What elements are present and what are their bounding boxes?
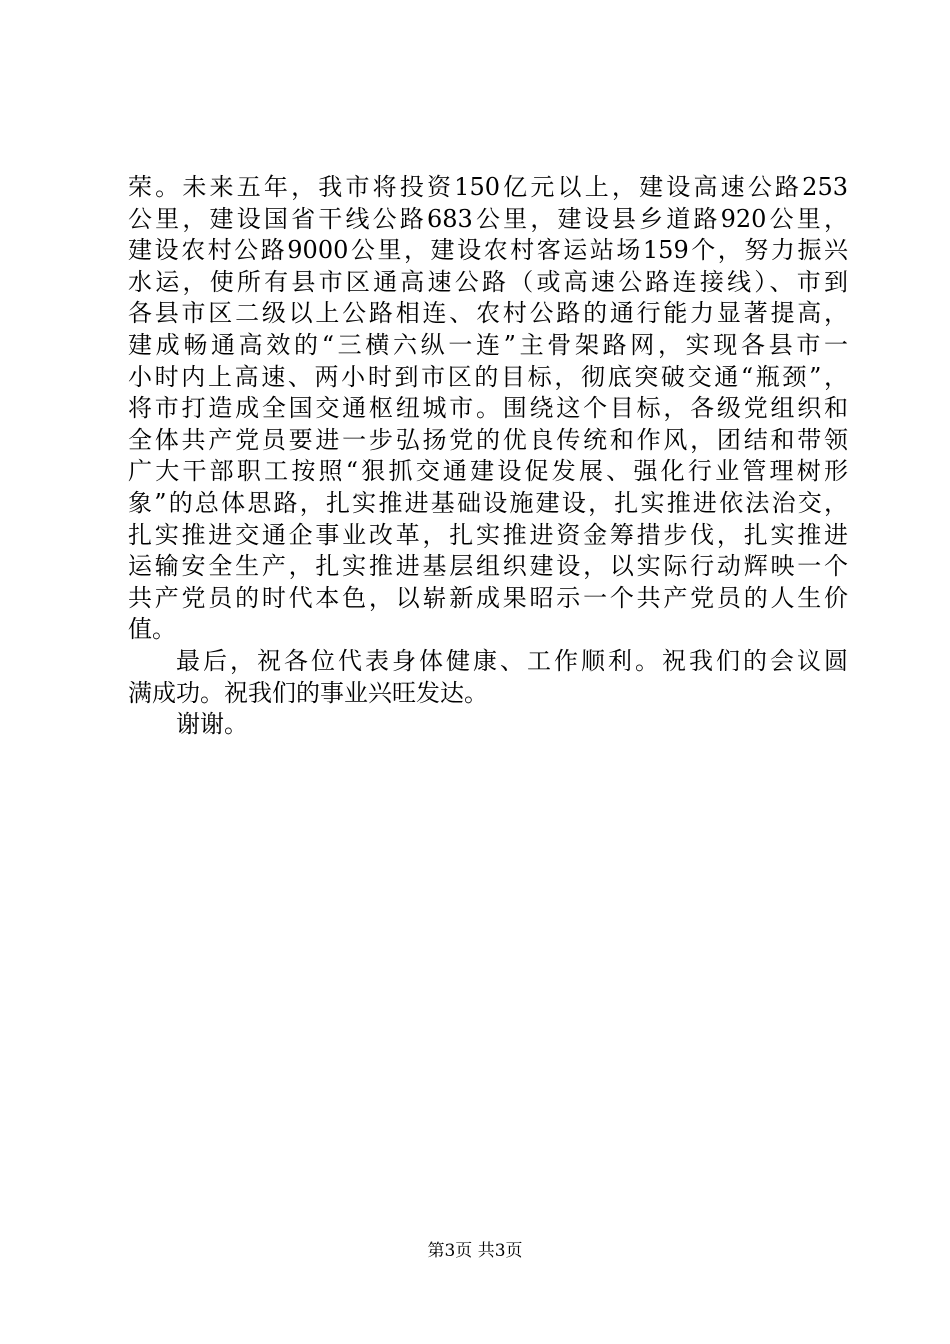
text-line: 小时内上高速、两小时到市区的目标，彻底突破交通“瓶颈”， bbox=[128, 362, 848, 391]
text-line: 谢谢。 bbox=[176, 710, 248, 739]
text-line: 建设农村公路9000公里，建设农村客运站场159个，努力振兴 bbox=[128, 236, 848, 265]
text-line: 水运，使所有县市区通高速公路（或高速公路连接线）、市到 bbox=[128, 267, 848, 296]
paragraph bbox=[128, 646, 848, 709]
text-line: 建成畅通高效的“三横六纵一连”主骨架路网，实现各县市一 bbox=[128, 330, 848, 359]
document-body bbox=[128, 172, 848, 741]
text-line: 广大干部职工按照“狠抓交通建设促发展、强化行业管理树形 bbox=[128, 457, 848, 486]
page-footer bbox=[0, 1240, 950, 1262]
text-line: 扎实推进交通企事业改革，扎实推进资金筹措步伐，扎实推进 bbox=[128, 520, 848, 549]
paragraph bbox=[128, 709, 848, 741]
text-line: 象”的总体思路，扎实推进基础设施建设，扎实推进依法治交， bbox=[128, 488, 848, 517]
paragraph bbox=[128, 172, 848, 646]
text-line: 全体共产党员要进一步弘扬党的优良传统和作风，团结和带领 bbox=[128, 425, 848, 454]
text-line: 荣。未来五年，我市将投资150亿元以上，建设高速公路253 bbox=[128, 173, 848, 201]
page-number-label: 第3页 共3页 bbox=[427, 1241, 523, 1261]
text-line: 满成功。祝我们的事业兴旺发达。 bbox=[128, 678, 488, 707]
text-line: 运输安全生产，扎实推进基层组织建设，以实际行动辉映一个 bbox=[128, 552, 848, 581]
text-line: 最后，祝各位代表身体健康、工作顺利。祝我们的会议圆 bbox=[176, 646, 848, 675]
text-line: 将市打造成全国交通枢纽城市。围绕这个目标，各级党组织和 bbox=[128, 394, 848, 423]
text-line: 值。 bbox=[128, 615, 176, 644]
text-line: 公里，建设国省干线公路683公里，建设县乡道路920公里， bbox=[128, 204, 848, 233]
text-line: 共产党员的时代本色，以崭新成果昭示一个共产党员的人生价 bbox=[128, 583, 848, 612]
text-line: 各县市区二级以上公路相连、农村公路的通行能力显著提高， bbox=[128, 299, 848, 328]
